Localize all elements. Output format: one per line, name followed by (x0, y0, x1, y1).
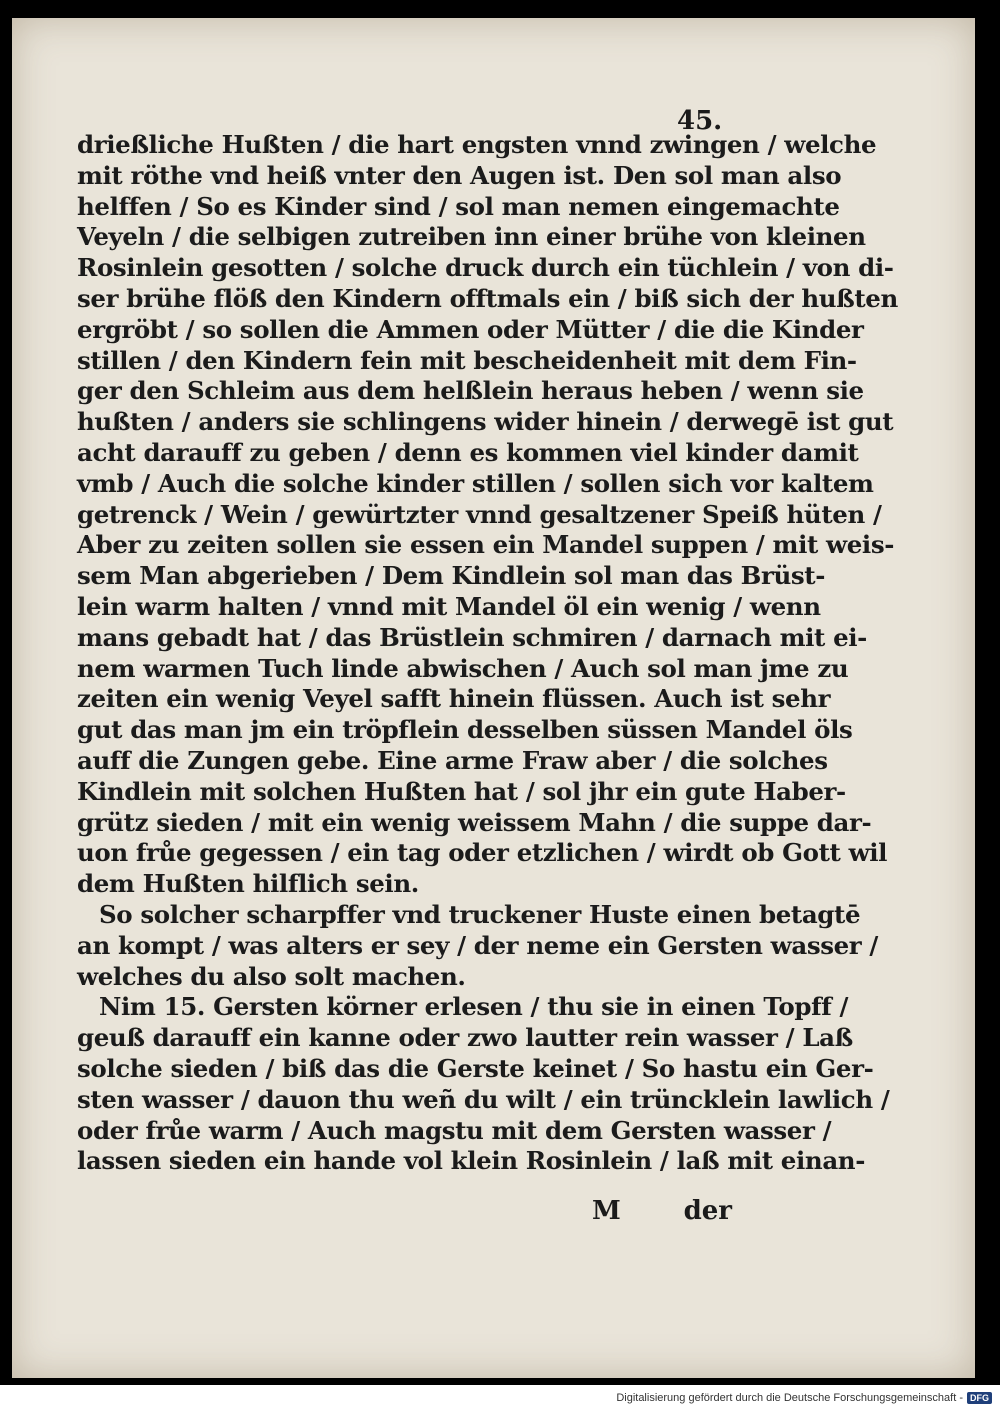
text-line: acht darauff zu geben / denn es kommen viel kinder damit (77, 437, 859, 467)
text-line: Nim 15. Gersten körner erlesen / thu sie in einen Topff / (99, 992, 849, 1022)
text-line: mans gebadt hat / das Brüstlein schmiren / darnach mit ei- (77, 622, 867, 652)
text-line: solche sieden / biß das die Gerste keinet / So hastu ein Ger- (77, 1053, 874, 1083)
text-line: an kompt / was alters er sey / der neme ein Gersten wasser / (77, 930, 878, 960)
text-line: ergröbt / so sollen die Ammen oder Mütter / die die Kinder (77, 314, 864, 344)
text-line: uon frůe gegessen / ein tag oder etzlichen / wirdt ob Gott wil (77, 838, 888, 868)
text-line: gut das man jm ein tröpflein desselben süssen Mandel öls (77, 715, 853, 745)
text-line: dem Hußten hilflich sein. (77, 869, 419, 899)
text-line: Veyeln / die selbigen zutreiben inn einer brühe von kleinen (77, 222, 866, 252)
text-line: hußten / anders sie schlingens wider hinein / derwegē ist gut (77, 407, 894, 437)
page-text (77, 130, 898, 1177)
text-line: geuß darauff ein kanne oder zwo lautter rein wasser / Laß (77, 1023, 853, 1053)
text-line: sem Man abgerieben / Dem Kindlein sol man das Brüst- (77, 561, 825, 591)
text-line: vmb / Auch die solche kinder stillen / sollen sich vor kaltem (77, 468, 874, 498)
text-line: ger den Schleim aus dem helßlein heraus heben / wenn sie (77, 376, 864, 406)
text-line: ser brühe flöß den Kindern offtmals ein / biß sich der hußten (77, 283, 898, 313)
text-line: mit röthe vnd heiß vnter den Augen ist. Den sol man also (77, 160, 842, 190)
book-page (12, 18, 975, 1378)
text-line: Kindlein mit solchen Hußten hat / sol jhr ein gute Haber- (77, 776, 846, 806)
text-line: lassen sieden ein hande vol klein Rosinlein / laß mit einan- (77, 1146, 865, 1176)
text-line: grütz sieden / mit ein wenig weissem Mahn / die suppe dar- (77, 807, 872, 837)
page-number: 45. (677, 106, 723, 136)
text-line: auff die Zungen gebe. Eine arme Fraw aber / die solches (77, 745, 828, 775)
catchword: der (683, 1196, 732, 1226)
text-line: lein warm halten / vnnd mit Mandel öl ein wenig / wenn (77, 591, 821, 621)
text-line: drießliche Hußten / die hart engsten vnnd zwingen / welche (77, 130, 877, 159)
text-line: oder frůe warm / Auch magstu mit dem Gersten wasser / (77, 1115, 832, 1145)
text-line: stillen / den Kindern fein mit bescheidenheit mit dem Fin- (77, 345, 857, 375)
text-line: getrenck / Wein / gewürtzter vnnd gesaltzener Speiß hüten / (77, 499, 882, 529)
text-line: zeiten ein wenig Veyel safft hinein flüssen. Auch ist sehr (77, 684, 831, 714)
page-catch-area (592, 1196, 732, 1228)
text-line: Rosinlein gesotten / solche druck durch ein tüchlein / von di- (77, 253, 894, 283)
dfg-logo: DFG (967, 1392, 992, 1404)
text-line: So solcher scharpffer vnd truckener Huste einen betagtē (99, 899, 861, 929)
text-line: helffen / So es Kinder sind / sol man nemen eingemachte (77, 191, 840, 221)
text-line: nem warmen Tuch linde abwischen / Auch sol man jme zu (77, 653, 849, 683)
text-line: sten wasser / dauon thu weñ du wilt / ein trüncklein lawlich / (77, 1084, 890, 1114)
footer-credit-text: Digitalisierung gefördert durch die Deutsche Forschungsgemeinschaft - (616, 1392, 963, 1404)
footer-credit (616, 1392, 992, 1404)
signature-mark: M (592, 1196, 621, 1226)
text-line: Aber zu zeiten sollen sie essen ein Mandel suppen / mit weis- (77, 530, 894, 560)
text-line: welches du also solt machen. (77, 961, 466, 991)
